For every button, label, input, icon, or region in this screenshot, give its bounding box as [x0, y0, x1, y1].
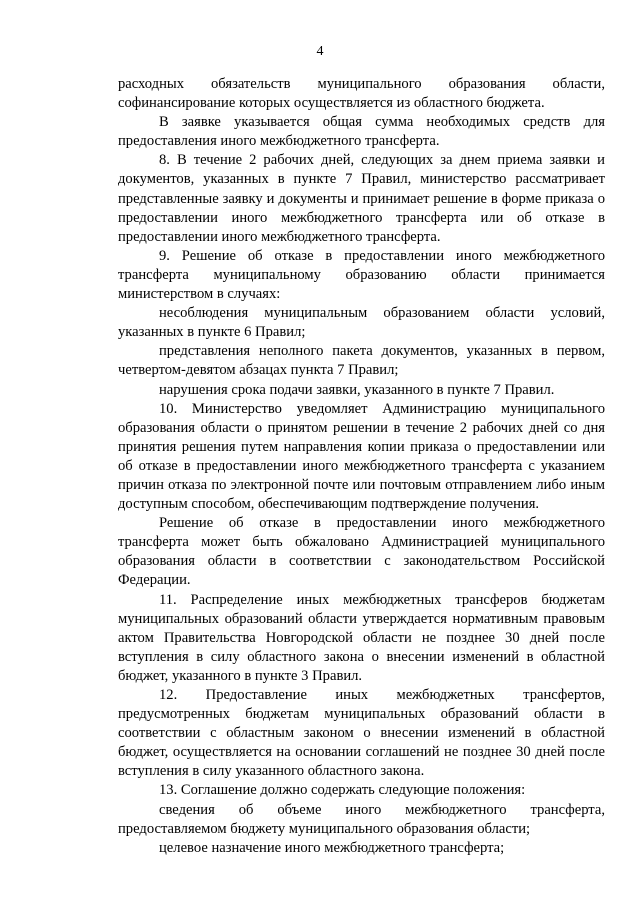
paragraph-continuation: расходных обязательств муниципального образования области, софинансирование которых осуществляется из областного бюджета.	[118, 76, 605, 112]
paragraph-13: 13. Соглашение должно содержать следующие положения:	[159, 782, 526, 799]
paragraph-9: 9. Решение об отказе в предоставлении иного межбюджетного трансферта муниципальному образованию области принимается министерством в случаях:	[118, 247, 605, 303]
paragraph-13-item-1: сведения об объеме иного межбюджетного трансферта, предоставляемом бюджету муниципального образования области;	[118, 801, 605, 837]
paragraph-9-case-1: несоблюдения муниципальным образованием области условий, указанных в пункте 6 Правил;	[118, 305, 605, 341]
paragraph-10: 10. Министерство уведомляет Администрацию муниципального образования области о принятом решении в течение 2 рабочих дней со дня принятия решения путем направления копии приказа о предоставлении или об отказе в предоставлении иного межбюджетного трансферта с указанием причин отказа по электронной почте или почтовым отправлением либо иным доступным способом, обеспечивающим подтверждение получения.	[118, 400, 605, 513]
paragraph-12: 12. Предоставление иных межбюджетных трансфертов, предусмотренных бюджетам муниципальных образований области в соответствии с областным законом о внесении изменений в областной бюджет, осуществляется на основании соглашений не позднее 30 дней после вступления в силу указанного областного закона.	[118, 687, 605, 780]
paragraph-9-case-3: нарушения срока подачи заявки, указанного в пункте 7 Правил.	[159, 381, 555, 398]
paragraph-total-amount: В заявке указывается общая сумма необходимых средств для предоставления иного межбюджетного трансферта.	[118, 114, 605, 150]
paragraph-8: 8. В течение 2 рабочих дней, следующих за днем приема заявки и документов, указанных в пункте 7 Правил, министерство рассматривает представленные заявку и документы и принимает решение в форме приказа о предоставлении иного межбюджетного трансферта или об отказе в предоставлении иного межбюджетного трансферта.	[118, 152, 605, 245]
paragraph-9-case-2: представления неполного пакета документов, указанных в первом, четвертом-девятом абзацах пункта 7 Правил;	[118, 343, 605, 379]
page-number: 4	[316, 44, 324, 59]
paragraph-appeal: Решение об отказе в предоставлении иного межбюджетного трансферта может быть обжаловано Администрацией муниципального образования области в соответствии с законодательством Российской Федерации.	[118, 515, 605, 589]
paragraph-13-item-2: целевое назначение иного межбюджетного трансферта;	[159, 839, 505, 856]
body-text	[118, 75, 605, 858]
paragraph-11: 11. Распределение иных межбюджетных трансферов бюджетам муниципальных образований области утверждается нормативным правовым актом Правительства Новгородской области не позднее 30 дней после вступления в силу областного закона о внесении изменений в областной бюджет, указанного в пункте 3 Правил.	[118, 591, 605, 684]
